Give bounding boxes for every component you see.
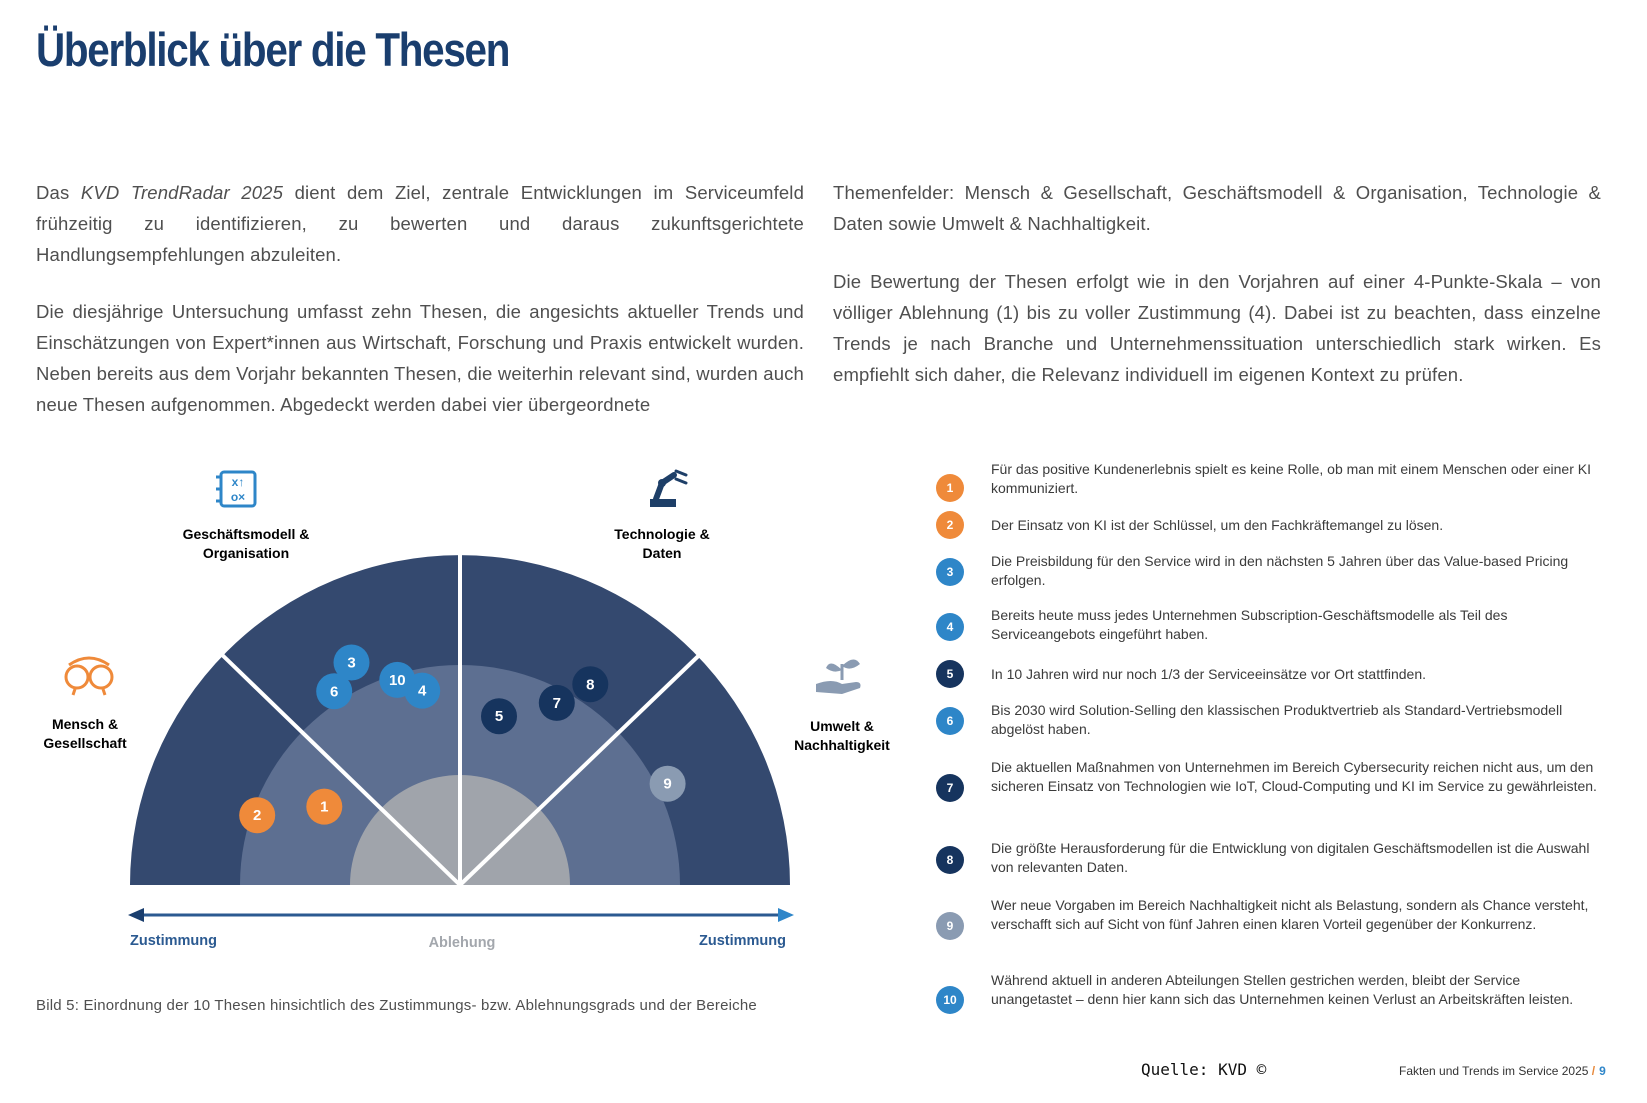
intro-paragraph-1 [36,177,804,270]
category-label-mensch-2: Gesellschaft [43,735,127,751]
thesis-marker-label: 5 [494,708,504,726]
legend-text: Wer neue Vorgaben im Bereich Nachhaltigkeit nicht als Belastung, sondern als Chance versteht, verschafft sich auf Sicht von fünf Jahren einen klaren Vorteil gegenüber der Konkurrenz. [991,897,1589,932]
thesis-marker-2 [239,797,275,833]
legend-text: Bis 2030 wird Solution-Selling den klassischen Produktvertrieb als Standard-Vertriebsmodell abgelöst haben. [991,702,1563,737]
legend-text: Die Preisbildung für den Service wird in den nächsten 5 Jahren über das Value-based Pricing erfolgen. [991,553,1569,588]
thesis-marker-7 [539,685,575,721]
page-title: Überblick über die Thesen [36,23,510,76]
legend-text: In 10 Jahren wird nur noch 1/3 der Serviceeinsätze vor Ort stattfinden. [991,666,1427,682]
svg-text:x↑: x↑ [231,475,245,489]
thesis-marker-label: 9 [663,775,672,793]
category-label-technologie-1: Technologie & [614,526,710,542]
category-label-mensch-1: Mensch & [51,716,119,732]
hand-plant-icon [816,659,861,694]
robot-arm-icon [650,471,686,507]
legend-number-badge: 3 [936,558,964,586]
legend-number-badge: 2 [936,511,964,539]
thesis-marker-6 [316,673,352,709]
footer-title: Fakten und Trends im Service 2025 [1399,1064,1589,1078]
page-number: 9 [1599,1064,1606,1078]
thesis-marker-label: 6 [330,683,339,701]
source-note: Quelle: KVD © [1141,1060,1267,1079]
legend-text: Die aktuellen Maßnahmen von Unternehmen im Bereich Cybersecurity reichen nicht aus, um den sicheren Einsatz von Technologien wie IoT, Cloud-Computing und KI im Service zu gewährleisten. [991,759,1597,794]
thesis-marker-5 [481,698,517,734]
legend-number-badge: 4 [936,613,964,641]
intro-paragraph-4: Die Bewertung der Thesen erfolgt wie in den Vorjahren auf einer 4-Punkte-Skala – von völliger Ablehnung (1) bis zu voller Zustimmung (4). Dabei ist zu beachten, dass einzelne Trends je nach Branche und Unternehmenssituation unterschiedlich stark wirken. Es empfiehlt sich daher, die Relevanz individuell im eigenen Kontext zu prüfen. [833,271,1601,385]
legend-text: Der Einsatz von KI ist der Schlüssel, um den Fachkräftemangel zu lösen. [991,517,1444,533]
agreement-axis-arrow [128,908,794,922]
thesis-marker-label: 7 [552,694,561,712]
category-label-technologie-2: Daten [642,545,682,561]
legend-number-badge: 8 [936,846,964,874]
strategy-board-icon [216,472,255,506]
category-label-umwelt-1: Umwelt & [810,718,874,734]
category-label-geschaeft-2: Organisation [202,545,290,561]
thesis-marker-label: 1 [320,798,329,816]
legend-number-badge: 10 [936,986,964,1014]
legend-number-badge: 7 [936,774,964,802]
axis-label-right: Zustimmung [699,933,786,949]
figure-caption: Bild 5: Einordnung der 10 Thesen hinsichtlich des Zustimmungs- bzw. Ablehnungsgrads und der Bereiche [36,997,757,1014]
intro-paragraph-3: Themenfelder: Mensch & Gesellschaft, Geschäftsmodell & Organisation, Technologie & Daten sowie Umwelt & Nachhaltigkeit. [833,182,1601,234]
legend-number-badge: 6 [936,707,964,735]
axis-label-center: Ablehung [428,935,496,951]
trend-radar-chart [0,455,920,975]
report-name: KVD TrendRadar 2025 [80,182,284,203]
thesis-marker-label: 3 [347,654,356,672]
legend-text: Die größte Herausforderung für die Entwicklung von digitalen Geschäftsmodellen ist die Auswahl von relevanten Daten. [991,840,1590,875]
two-heads-icon [66,658,112,695]
intro-text: dient dem Ziel, zentrale Entwicklungen im Serviceumfeld frühzeitig zu identifizieren, zu bewerten und daraus zukunftsgerichtete Handlungsempfehlungen abzuleiten. [36,182,805,265]
thesis-marker-label: 4 [418,682,427,700]
intro-paragraph-2: Die diesjährige Untersuchung umfasst zehn Thesen, die angesichts aktueller Trends und Einschätzungen von Expert*innen aus Wirtschaft, Forschung und Praxis entwickelt wurden. Neben bereits aus dem Vorjahr bekannten Thesen, die weiterhin relevant sind, wurden auch neue Thesen aufgenommen. Abgedeckt werden dabei vier übergeordnete [36,301,804,415]
svg-text:o×: o× [230,490,246,504]
thesis-marker-8 [572,666,608,702]
legend-text: Bereits heute muss jedes Unternehmen Subscription-Geschäftsmodelle als Teil des Serviceangebots eingeführt haben. [991,607,1508,642]
thesis-marker-10 [379,662,415,698]
legend-number-badge: 9 [936,912,964,940]
legend-text: Für das positive Kundenerlebnis spielt es keine Rolle, ob man mit einem Menschen oder einer KI kommuniziert. [991,461,1591,496]
thesis-marker-label: 10 [388,671,406,689]
thesis-marker-9 [650,766,686,802]
legend-number-badge: 5 [936,660,964,688]
axis-label-left: Zustimmung [130,933,217,949]
category-label-umwelt-2: Nachhaltigkeit [794,737,890,753]
footer-separator: / [1591,1064,1596,1078]
intro-text: Das [36,182,81,203]
legend-number-badge: 1 [936,474,964,502]
legend-text: Während aktuell in anderen Abteilungen Stellen gestrichen werden, bleibt der Service unangetastet – denn hier kann sich das Unternehmen keinen Verlust an Arbeitskräften leisten. [991,972,1574,1007]
page-footer [1399,1064,1606,1078]
thesis-marker-label: 2 [253,807,262,825]
thesis-marker-label: 8 [586,676,595,694]
thesis-marker-1 [306,789,342,825]
category-label-geschaeft-1: Geschäftsmodell & [182,526,310,542]
